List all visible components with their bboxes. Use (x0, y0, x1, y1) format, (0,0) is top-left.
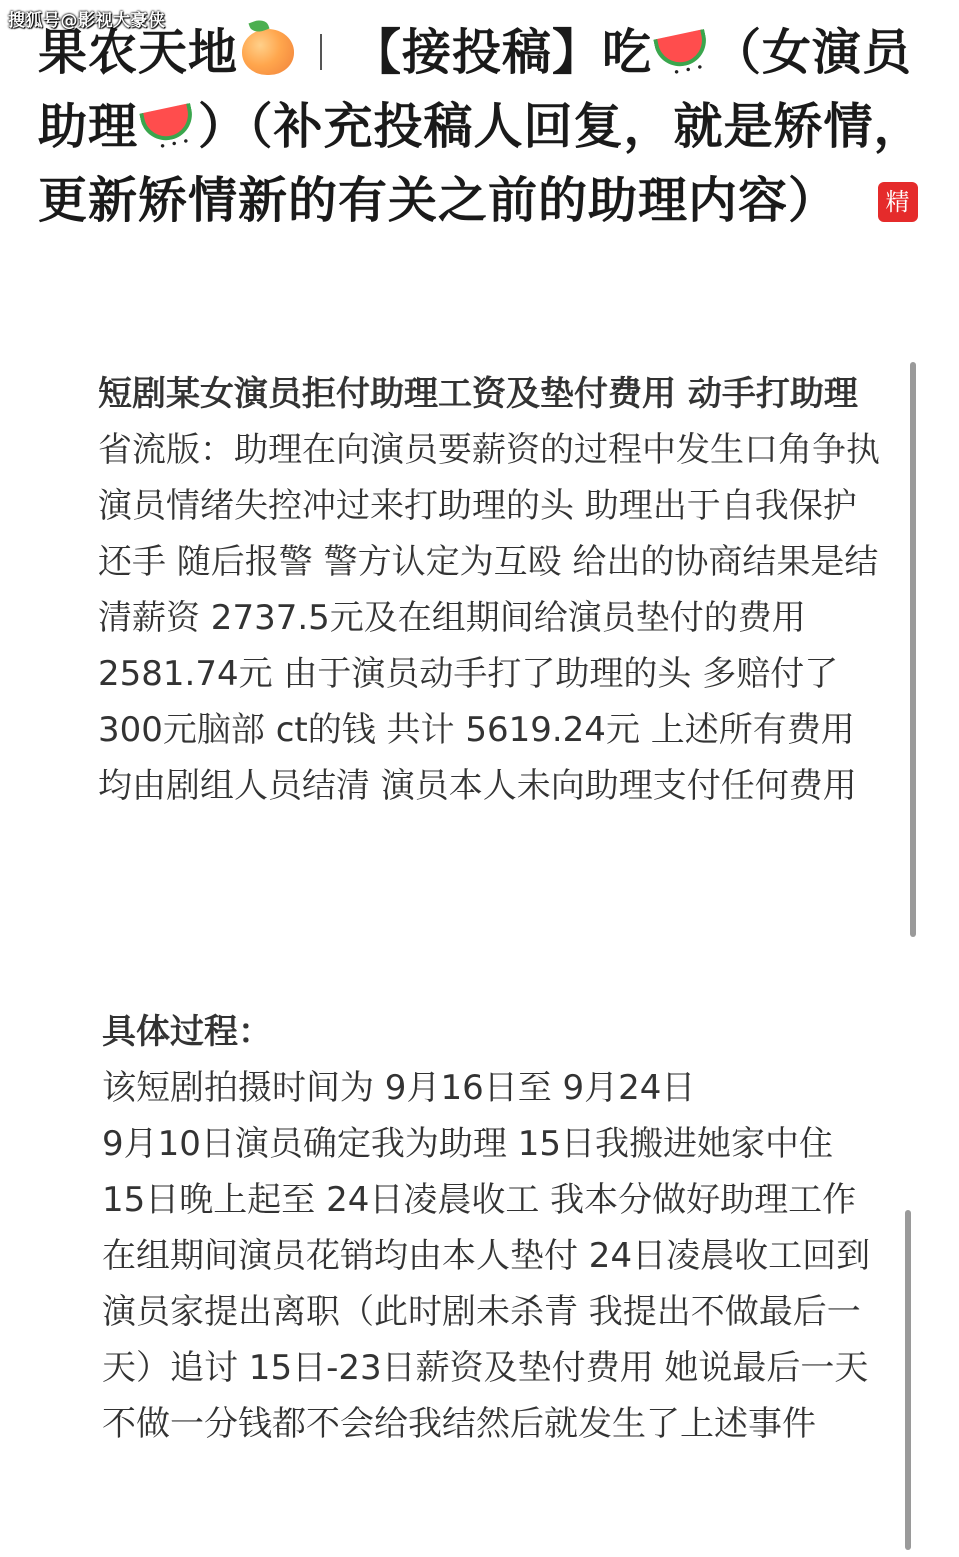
details-line-2: 9月10日演员确定我为助理 15日我搬进她家中住 (102, 1124, 833, 1164)
summary-body: 省流版：助理在向演员要薪资的过程中发生口角争执 演员情绪失控冲过来打助理的头 助理出于自我保护还手 随后报警 警方认定为互殴 给出的协商结果是结清薪资 2737.5元及在组期间给演员垫付的费用 2581.74元 由于演员动手打了助理的头 多赔付了 300元脑部 ct的钱 共计 5619.24元 上述所有费用均由剧组人员结清 演员本人未向助理支付任何费用 (98, 430, 880, 806)
details-line-3: 15日晚上起至 24日凌晨收工 我本分做好助理工作 在组期间演员花销均由本人垫付 24日凌晨收工回到演员家提出离职（此时剧未杀青 我提出不做最后一天）追讨 15日-23日薪资及垫付费用 她说最后一天不做一分钱都不会给我结然后就发生了上述事件 (102, 1180, 871, 1444)
summary-heading: 短剧某女演员拒付助理工资及垫付费用 动手打助理 (98, 374, 858, 414)
watermelon-icon (653, 28, 711, 70)
details-section (102, 1004, 892, 1452)
details-line-1: 该短剧拍摄时间为 9月16日至 9月24日 (102, 1068, 696, 1108)
summary-section (98, 366, 888, 814)
watermelon-icon (139, 102, 197, 144)
scrollbar-lower[interactable] (905, 1210, 911, 1550)
featured-badge: 精 (878, 182, 918, 222)
title-part-1: 果农天地 (38, 24, 239, 81)
watermark-text: 搜狐号@影视大豪侠 (8, 11, 166, 31)
title-part-2: 【接投稿】吃 (352, 24, 653, 81)
details-heading: 具体过程： (102, 1012, 272, 1052)
scrollbar-upper[interactable] (910, 362, 916, 937)
title-part-3: （女演员助理 (38, 24, 913, 155)
post-title (38, 16, 928, 238)
peach-icon (242, 29, 294, 75)
title-separator (320, 34, 322, 70)
title-part-4: ）（补充投稿人回复，就是矫情，更新矫情新的有关之前的助理内容） (38, 98, 924, 229)
